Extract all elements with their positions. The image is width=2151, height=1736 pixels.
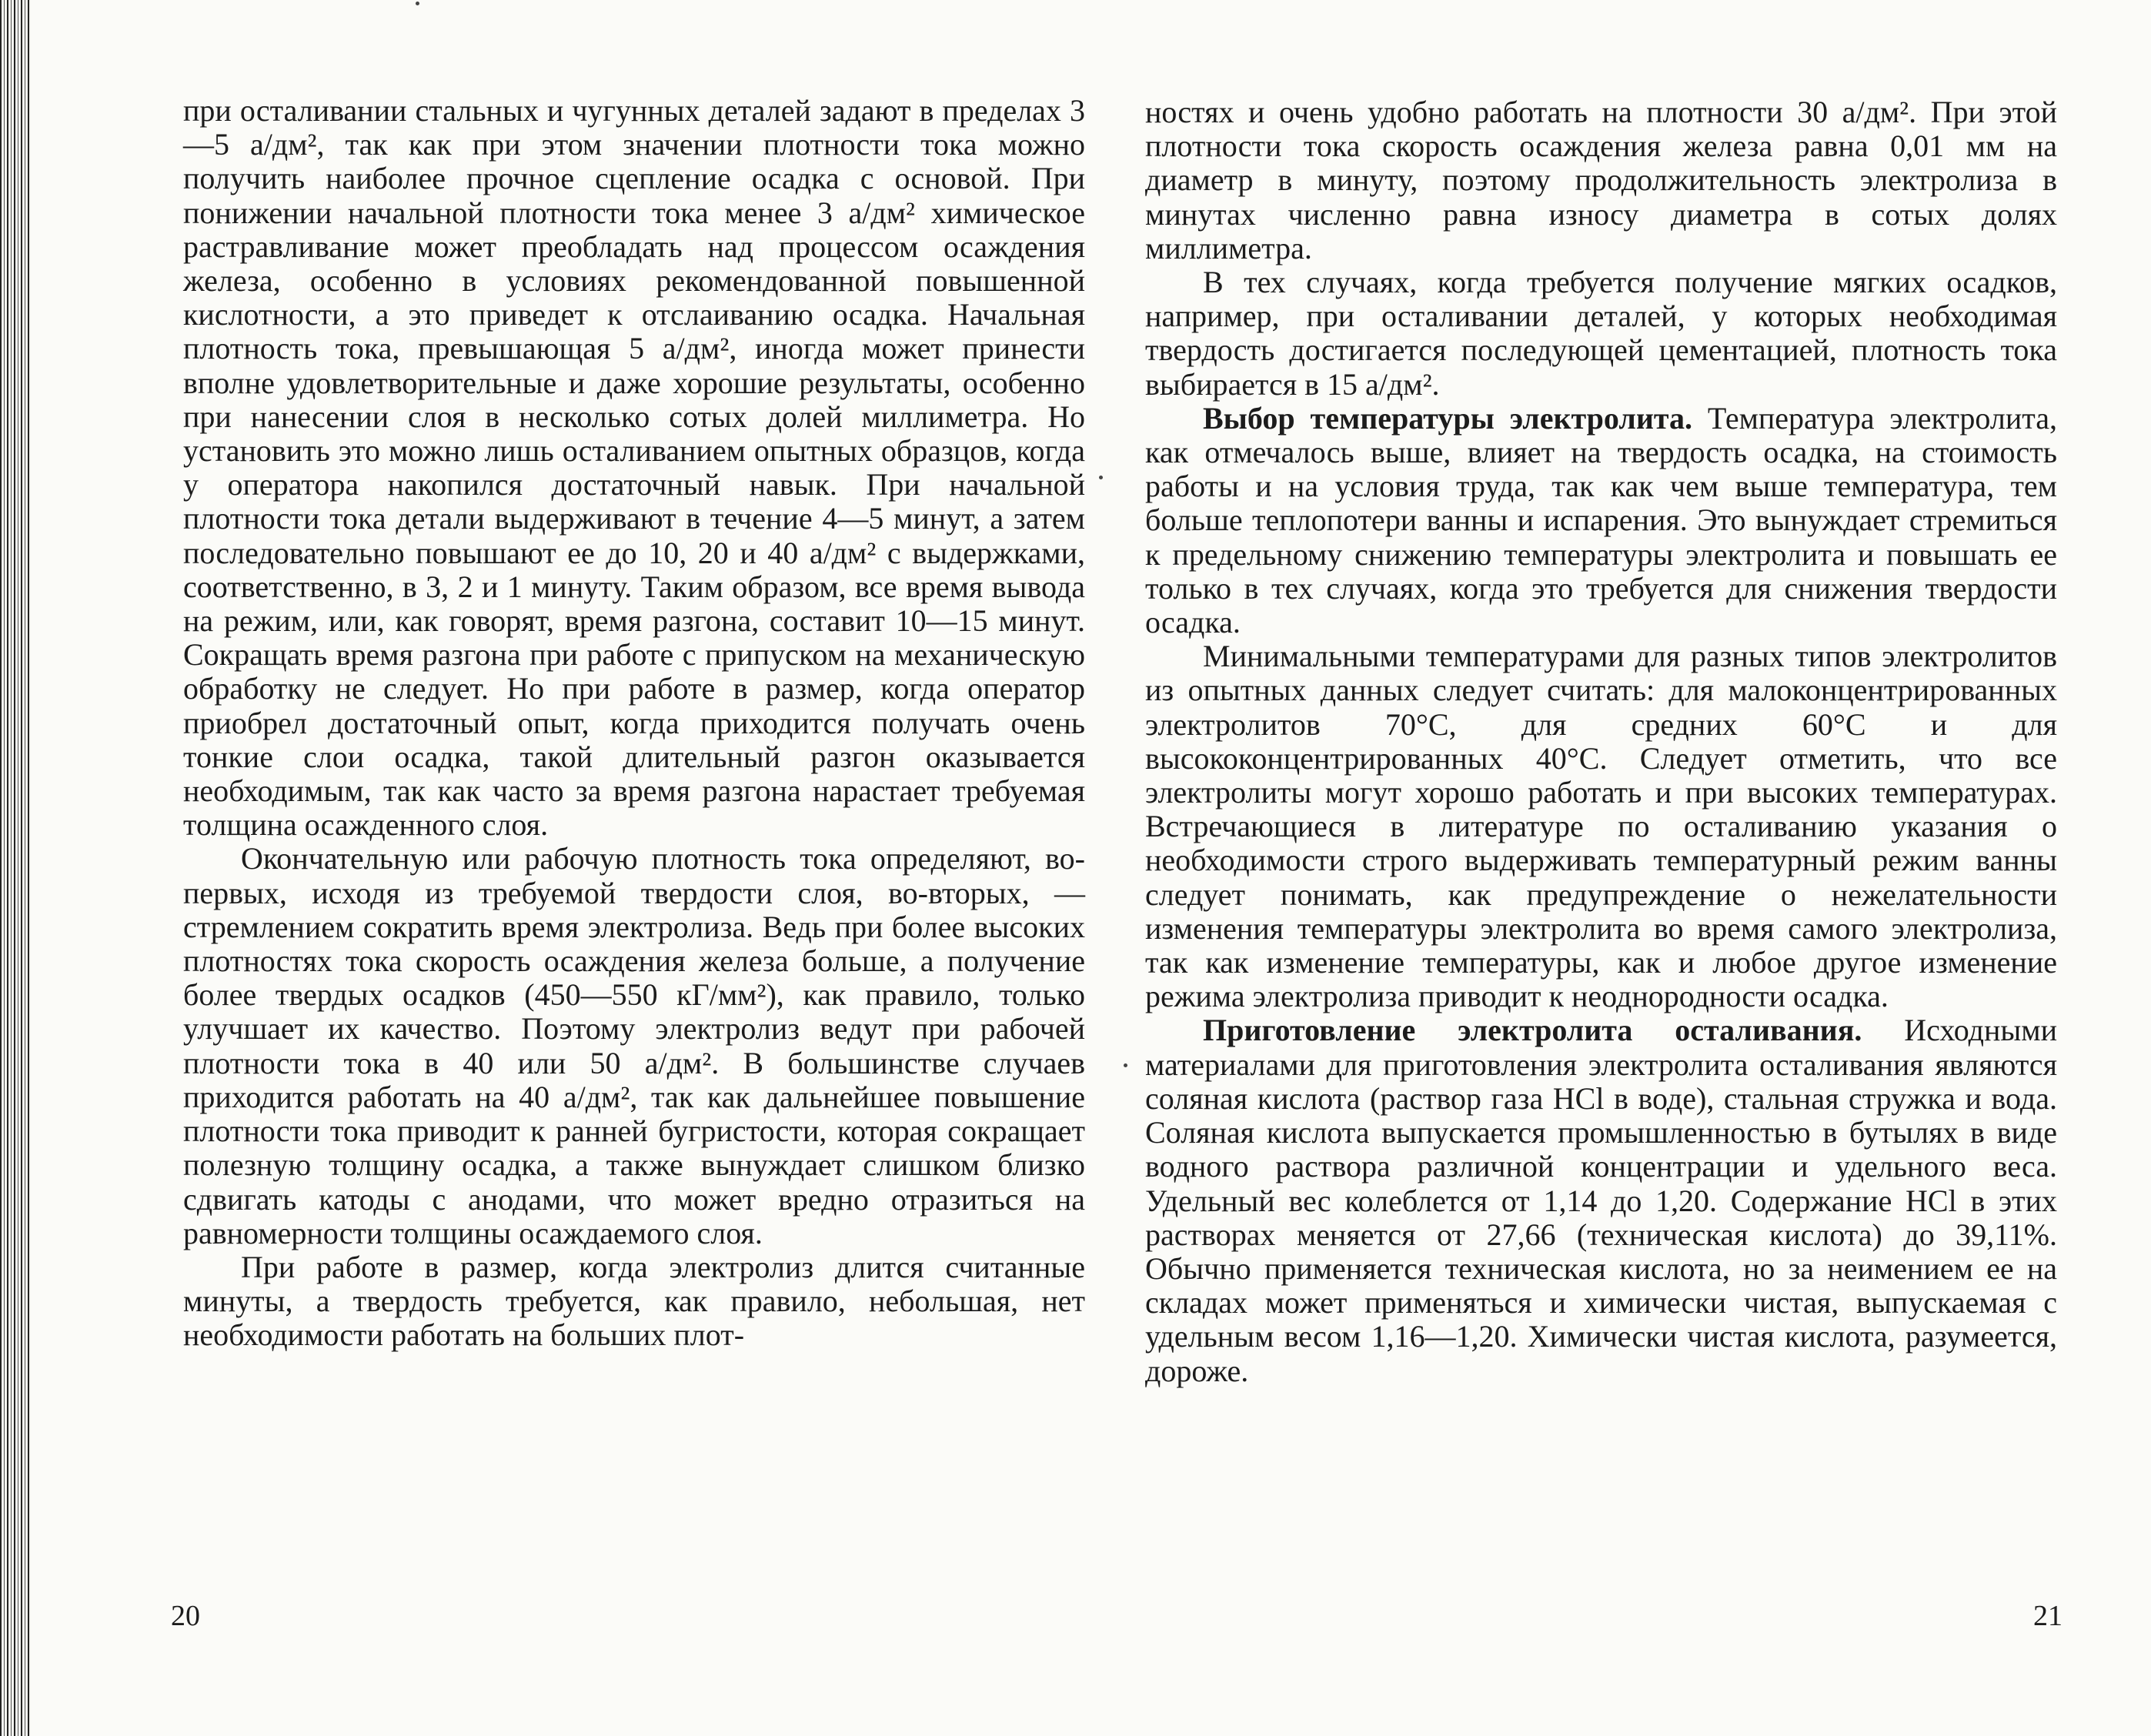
section-heading-preparation: Приготовление электролита осталивания. — [1203, 1013, 1862, 1048]
section-heading-temperature: Выбор температуры электролита. — [1203, 400, 1692, 436]
right-page-number: 21 — [2033, 1600, 2062, 1632]
book-binding-edge — [0, 0, 31, 1736]
right-page — [1145, 95, 2057, 1388]
right-paragraph-2: В тех случаях, когда требуется получение мягких осадков, например, при осталивании деталей, у которых необходимая твердость достигается последующей цементацией, плотность тока выбирается в 15 а/дм². — [1145, 265, 2057, 402]
right-paragraph-5 — [1145, 1013, 2057, 1387]
left-page-number: 20 — [171, 1600, 200, 1632]
right-paragraph-4: Минимальными температурами для разных типов электролитов из опытных данных следует считать: для малоконцентрированных электролитов 70°С, для средних 60°С и для высококонцентрированных 40°С. Следует отметить, что все электролиты могут хорошо работать и при высоких температурах. Встречающиеся в литературе по осталиванию указания о необходимости строго выдерживать температурный режим ванны следует понимать, как предупреждение о нежелательности изменения температуры электролита во время самого электролиза, так как изменение температуры, как и любое другое изменение режима электролиза приводит к неоднородности осадка. — [1145, 639, 2057, 1014]
left-paragraph-2: Окончательную или рабочую плотность тока определяют, во-первых, исходя из требуемой твердости слоя, во-вторых, — стремлением сократить время электролиза. Ведь при более высоких плотностях тока скорость осаждения железа больше, а получение более твердых осадков (450—550 кГ/мм²), как правило, только улучшает их качество. Поэтому электролиз ведут при рабочей плотности тока в 40 или 50 а/дм². В большинстве случаев приходится работать на 40 а/дм², так как дальнейшее повышение плотности тока приводит к ранней бугристости, которая сокращает полезную толщину осадка, а также вынуждает слишком близко сдвигать катоды с анодами, что может вредно отразиться на равномерности толщины осаждаемого слоя. — [183, 841, 1085, 1250]
left-page — [183, 94, 1085, 1353]
scan-speck — [416, 2, 419, 5]
right-paragraph-5-text: Исходными материалами для приготовления электролита осталивания являются соляная кислота (раствор газа HCl в воде), стальная стружка и вода. Соляная кислота выпускается промышленностью в бутылях в виде водного раствора различной концентрации и удельного веса. Удельный вес колеблется от 1,14 до 1,20. Содержание HCl в этих растворах меняется от 27,66 (техническая кислота) до 39,11%. Обычно применяется техническая кислота, но за неимением ее на складах может применяться и химически чистая, выпускаемая с удельным весом 1,16—1,20. Химически чистая кислота, разумеется, дороже. — [1145, 1013, 2058, 1388]
left-paragraph-3: При работе в размер, когда электролиз длится считанные минуты, а твердость требуется, как правило, небольшая, нет необходимости работать на больших плот- — [183, 1249, 1085, 1353]
scan-speck — [1124, 1063, 1127, 1067]
right-paragraph-3 — [1145, 402, 2057, 639]
right-paragraph-1: ностях и очень удобно работать на плотности 30 а/дм². При этой плотности тока скорость осаждения железа равна 0,01 мм на диаметр в минуту, поэтому продолжительность электролиза в минутах численно равна износу диаметра в сотых долях миллиметра. — [1145, 95, 2057, 265]
right-paragraph-3-text: Температура электролита, как отмечалось выше, влияет на твердость осадка, на стоимость работы и на условия труда, так как чем выше температура, тем больше теплопотери ванны и испарения. Это вынуждает стремиться к предельному снижению температуры электролита и повышать ее только в тех случаях, когда это требуется для снижения твердости осадка. — [1145, 400, 2057, 640]
scan-speck — [1099, 476, 1103, 479]
left-paragraph-1: при осталивании стальных и чугунных деталей задают в пределах 3—5 а/дм², так как при этом значении плотности тока можно получить наиболее прочное сцепление осадка с основой. При понижении начальной плотности тока менее 3 а/дм² химическое растравливание может преобладать над процессом осаждения железа, особенно в условиях рекомендованной повышенной кислотности, а это приведет к отслаиванию осадка. Начальная плотность тока, превышающая 5 а/дм², иногда может принести вполне удовлетворительные и даже хорошие результаты, особенно при нанесении слоя в несколько сотых долей миллиметра. Но установить это можно лишь осталиванием опытных образцов, когда у оператора накопился достаточный навык. При начальной плотности тока детали выдерживают в течение 4—5 минут, а затем последовательно повышают ее до 10, 20 и 40 а/дм² с выдержками, соответственно, в 3, 2 и 1 минуту. Таким образом, все время вывода на режим, или, как говорят, время разгона, составит 10—15 минут. Сокращать время разгона при работе с припуском на механическую обработку не следует. Но при работе в размер, когда оператор приобрел достаточный опыт, когда приходится получать очень тонкие слои осадка, такой длительный разгон оказывается необходимым, так как часто за время разгона нарастает требуемая толщина осажденного слоя. — [183, 93, 1085, 843]
